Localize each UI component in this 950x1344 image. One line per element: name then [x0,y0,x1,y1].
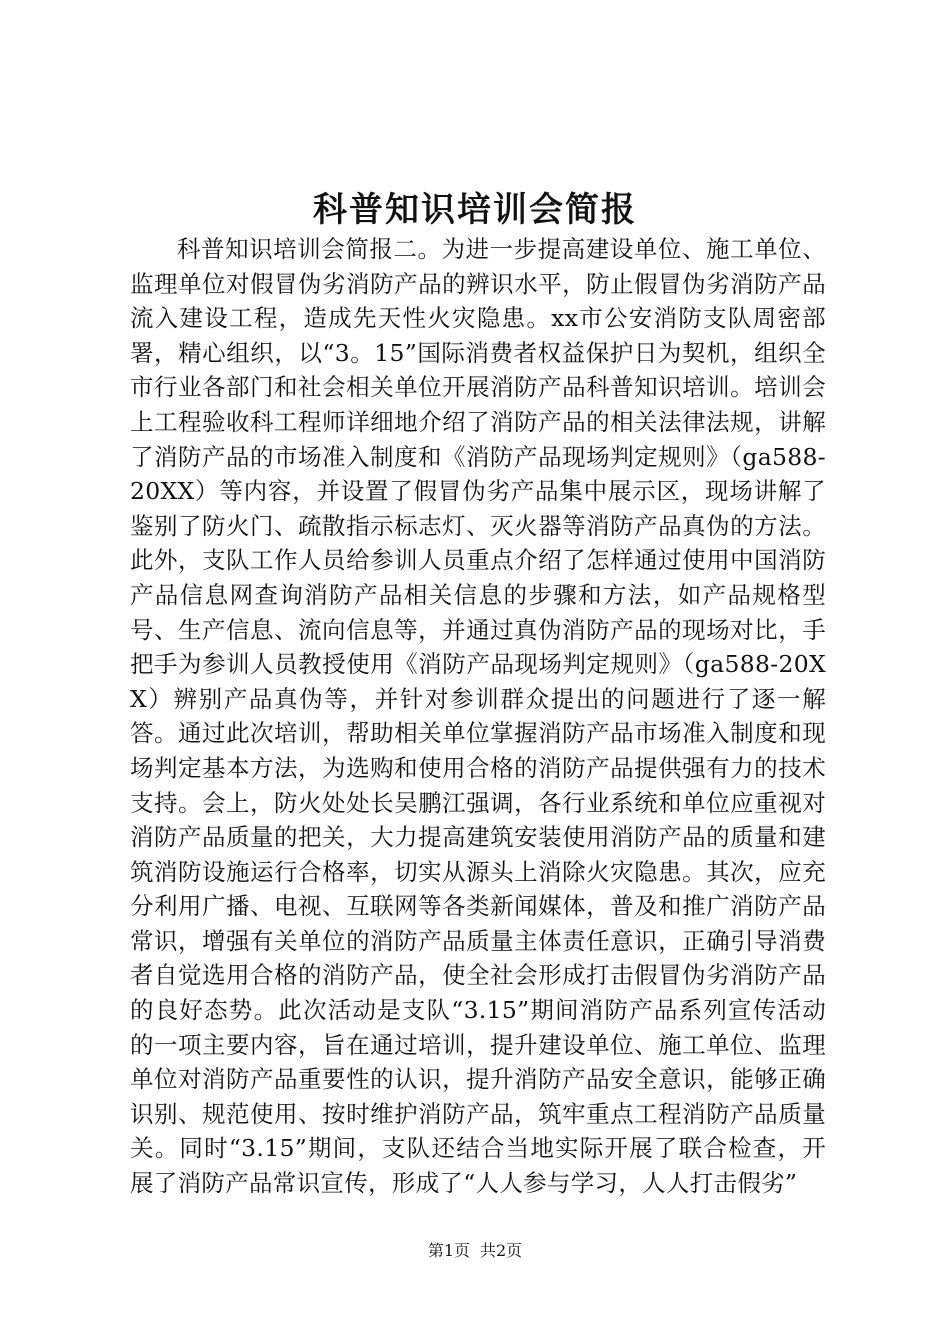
document-title: 科普知识培训会简报 [313,190,637,230]
document-body-paragraph: 科普知识培训会简报二。为进一步提高建设单位、施工单位、监理单位对假冒伪劣消防产品的辨识水平，防止假冒伪劣消防产品流入建设工程，造成先天性火灾隐患。xx市公安消防支队周密部署，精心组织，以“3。15”国际消费者权益保护日为契机，组织全市行业各部门和社会相关单位开展消防产品科普知识培训。培训会上工程验收科工程师详细地介绍了消防产品的相关法律法规，讲解了消防产品的市场准入制度和《消防产品现场判定规则》（ga588-20XX）等内容，并设置了假冒伪劣产品集中展示区，现场讲解了鉴别了防火门、疏散指示标志灯、灭火器等消防产品真伪的方法。此外，支队工作人员给参训人员重点介绍了怎样通过使用中国消防产品信息网查询消防产品相关信息的步骤和方法，如产品规格型号、生产信息、流向信息等，并通过真伪消防产品的现场对比，手把手为参训人员教授使用《消防产品现场判定规则》（ga588-20XX）辨别产品真伪等，并针对参训群众提出的问题进行了逐一解答。通过此次培训，帮助相关单位掌握消防产品市场准入制度和现场判定基本方法，为选购和使用合格的消防产品提供强有力的技术支持。会上，防火处处长吴鹏江强调，各行业系统和单位应重视对消防产品质量的把关，大力提高建筑安装使用消防产品的质量和建筑消防设施运行合格率，切实从源头上消除火灾隐患。其次，应充分利用广播、电视、互联网等各类新闻媒体，普及和推广消防产品常识，增强有关单位的消防产品质量主体责任意识，正确引导消费者自觉选用合格的消防产品，使全社会形成打击假冒伪劣消防产品的良好态势。此次活动是支队“3.15”期间消防产品系列宣传活动的一项主要内容，旨在通过培训，提升建设单位、施工单位、监理单位对消防产品重要性的认识，提升消防产品安全意识，能够正确识别、规范使用、按时维护消防产品，筑牢重点工程消防产品质量关。同时“3.15”期间，支队还结合当地实际开展了联合检查，开展了消防产品常识宣传，形成了“人人参与学习，人人打击假劣” [130,235,826,1198]
page-footer [0,1240,950,1262]
page-number-total: 共2页 [480,1241,523,1260]
page-number-current: 第1页 [427,1241,470,1260]
